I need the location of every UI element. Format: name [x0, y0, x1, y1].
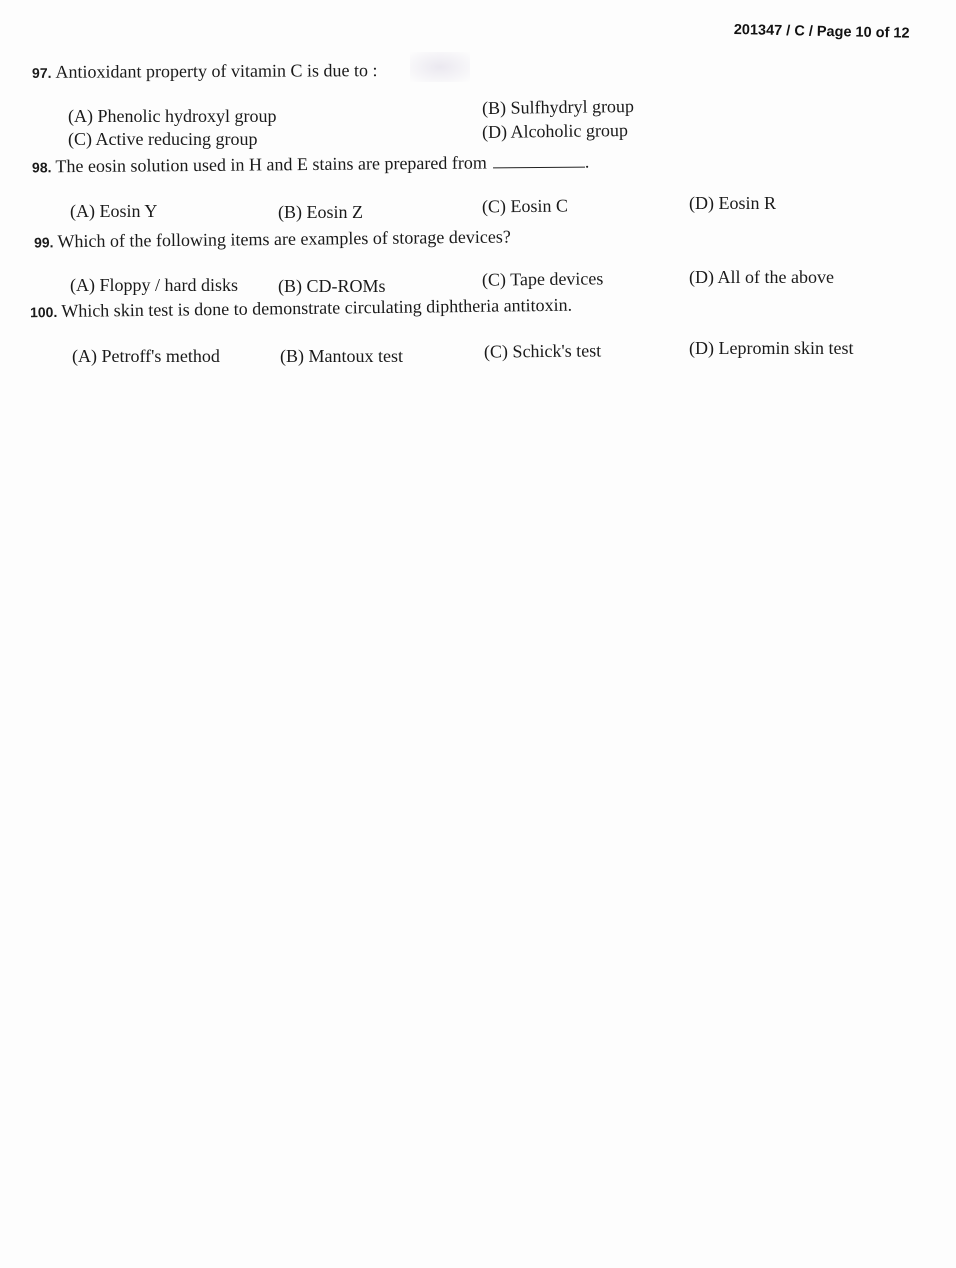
option-d: (D) Lepromin skin test: [689, 338, 854, 358]
option-d: (D) Alcoholic group: [481, 119, 629, 143]
question-text: Which of the following items are examples of storage devices?: [57, 226, 511, 252]
option-c: (C) Active reducing group: [68, 129, 258, 149]
question-text: Which skin test is done to demonstrate circulating diphtheria antitoxin.: [61, 294, 573, 321]
option-d: (D) Eosin R: [689, 193, 776, 213]
question-97: [32, 60, 378, 83]
option-b: (B) CD-ROMs: [278, 276, 386, 296]
option-a: (A) Petroff's method: [72, 346, 220, 366]
option-c: (C) Tape devices: [481, 268, 604, 290]
question-number: 99.: [33, 234, 54, 251]
option-d: (D) All of the above: [689, 267, 834, 287]
option-a: (A) Floppy / hard disks: [70, 275, 238, 295]
scan-smudge: [410, 52, 470, 82]
option-c: (C) Schick's test: [483, 340, 602, 362]
question-number: 100.: [29, 303, 58, 321]
question-number: 97.: [31, 64, 52, 81]
blank-suffix: .: [584, 151, 590, 172]
answer-blank: [493, 155, 585, 169]
option-b: (B) Mantoux test: [280, 346, 403, 366]
question-98: [32, 152, 590, 178]
question-100: [30, 295, 572, 323]
question-text: The eosin solution used in H and E stains are prepared from: [55, 152, 487, 177]
page-header: 201347 / C / Page 10 of 12: [733, 22, 910, 42]
option-c: (C) Eosin C: [481, 195, 569, 217]
option-a: (A) Phenolic hydroxyl group: [68, 106, 277, 126]
question-number: 98.: [31, 159, 52, 176]
option-b: (B) Eosin Z: [278, 202, 363, 222]
question-99: [34, 227, 511, 253]
option-a: (A) Eosin Y: [70, 201, 158, 221]
question-text: Antioxidant property of vitamin C is due to :: [55, 60, 378, 82]
option-b: (B) Sulfhydryl group: [481, 95, 635, 119]
